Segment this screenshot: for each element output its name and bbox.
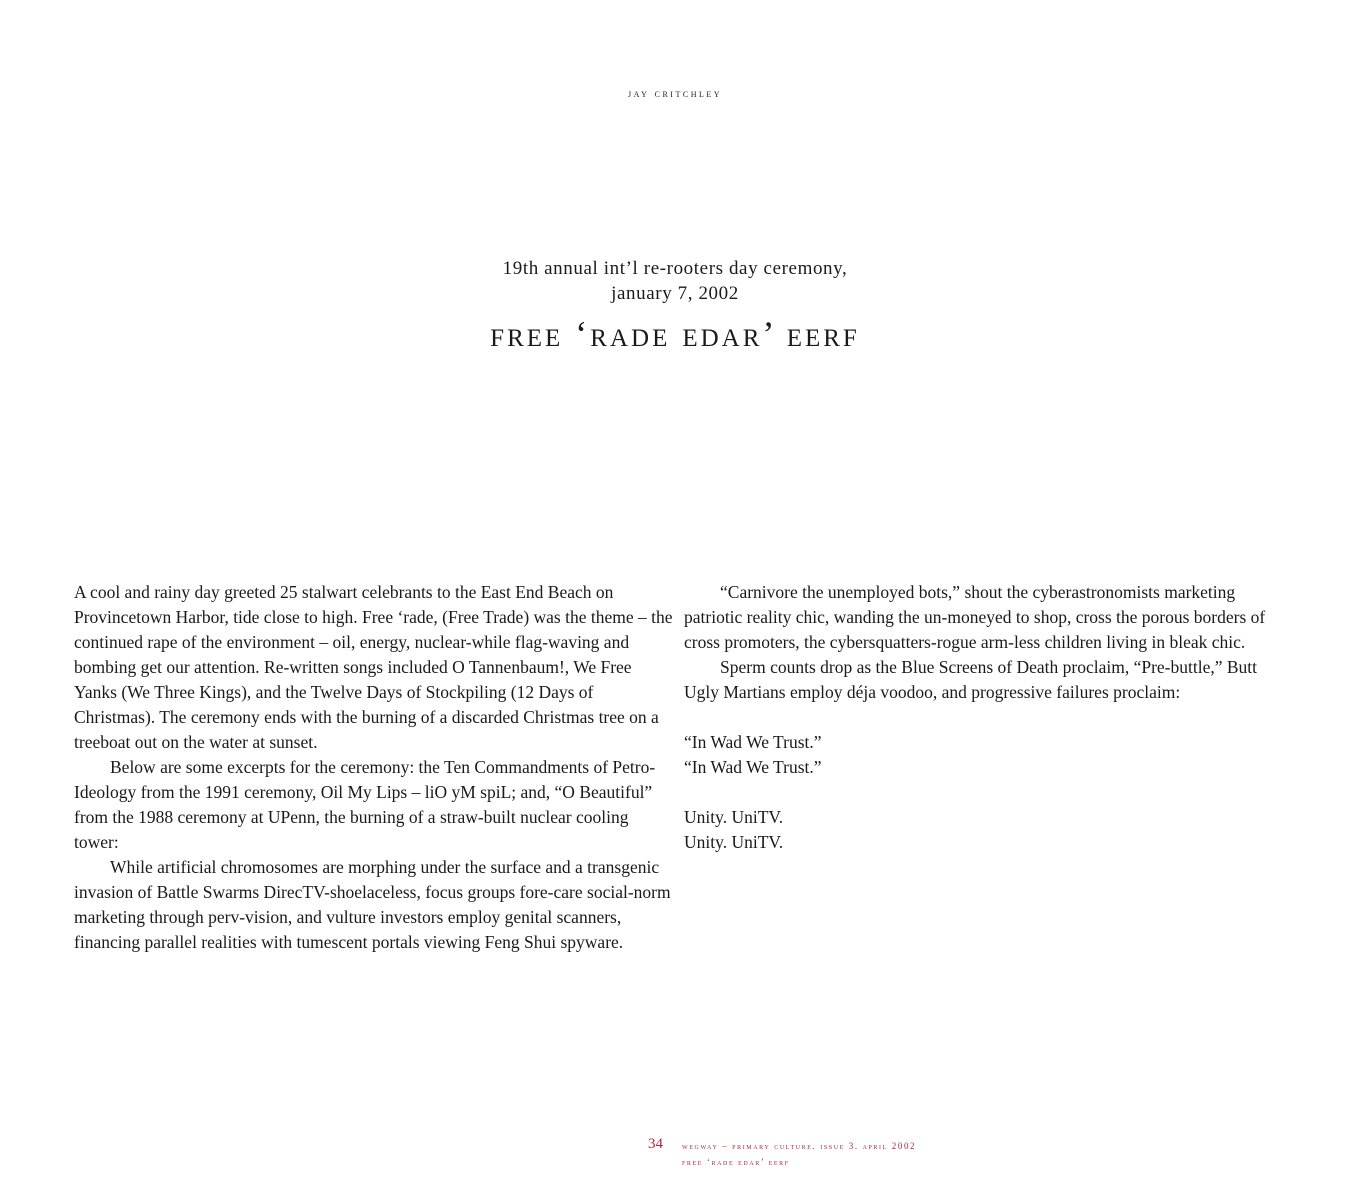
subtitle-line-1: 19th annual int’l re-rooters day ceremony, <box>502 258 848 279</box>
left-paragraph-1: A cool and rainy day greeted 25 stalwart celebrants to the East End Beach on Provincetown Harbor, tide close to high. Free ‘rade, (Free Trade) was the theme – the continued rape of the environment – oil, energy, nuclear-while flag-waving and bombing get our attention. Re-written songs included O Tannenbaum!, We Free Yanks (We Three Kings), and the Twelve Days of Stockpiling (12 Days of Christmas). The ceremony ends with the burning of a discarded Christmas tree on a treeboat out on the water at sunset. <box>74 582 673 752</box>
stanza-gap <box>684 705 1284 730</box>
left-paragraph-3: While artificial chromosomes are morphing under the surface and a transgenic invasion of Battle Swarms DirecTV-shoelaceless, focus groups fore-care social-norm marketing through perv-vision, and vulture investors employ genital scanners, financing parallel realities with tumescent portals viewing Feng Shui spyware. <box>74 857 671 952</box>
footer-article-title: free ‘rade edar’ eerf <box>682 1157 790 1167</box>
chant-1-line-1: “In Wad We Trust.” <box>684 732 822 752</box>
left-column <box>74 580 674 955</box>
running-head-author: jay critchley <box>627 88 723 100</box>
title-block <box>0 256 1350 356</box>
subtitle-line-2: january 7, 2002 <box>611 283 739 304</box>
article-title: free ‘rade edar’ eerf <box>490 314 860 354</box>
chant-2-line-1: Unity. UniTV. <box>684 807 784 827</box>
left-paragraph-2: Below are some excerpts for the ceremony: the Ten Commandments of Petro-Ideology from the 1991 ceremony, Oil My Lips – liO yM spiL; and, “O Beautiful” from the 1988 ceremony at UPenn, the burning of a straw-built nuclear cooling tower: <box>74 757 656 852</box>
page-number: 34 <box>648 1136 663 1152</box>
footer-publication: wegway – primary culture. issue 3. april 2002 <box>682 1141 917 1151</box>
footer-credits <box>682 1138 916 1170</box>
chant-1-line-2: “In Wad We Trust.” <box>684 757 822 777</box>
right-column <box>684 580 1284 855</box>
right-paragraph-1: “Carnivore the unemployed bots,” shout the cyberastronomists marketing patriotic reality chic, wanding the un-moneyed to shop, cross the porous borders of cross promoters, the cybersquatters-rogue arm-less children living in bleak chic. <box>684 582 1266 652</box>
right-paragraph-2: Sperm counts drop as the Blue Screens of Death proclaim, “Pre-buttle,” Butt Ugly Martians employ déja voodoo, and progressive failures proclaim: <box>684 657 1258 702</box>
chant-2-line-2: Unity. UniTV. <box>684 832 784 852</box>
stanza-gap <box>684 780 1284 805</box>
